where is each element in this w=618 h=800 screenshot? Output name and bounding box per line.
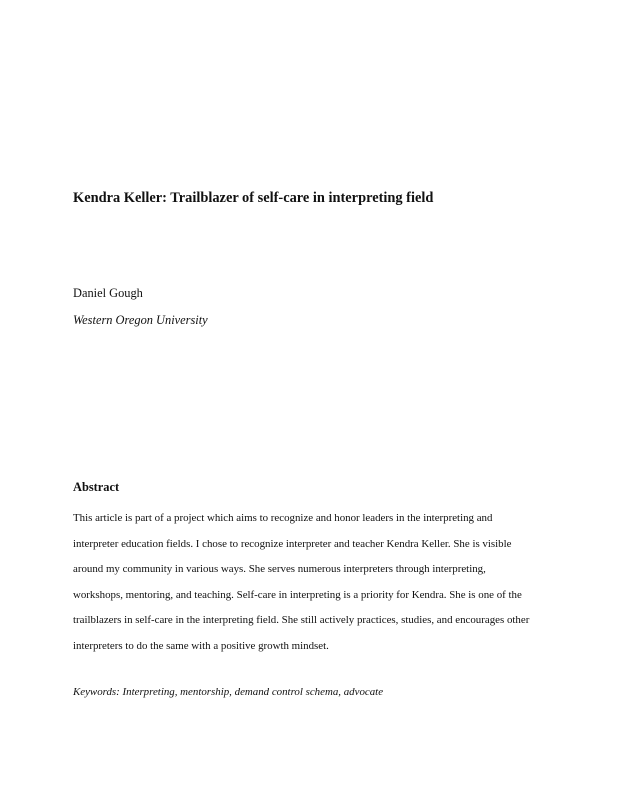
- author-name: Daniel Gough: [73, 286, 143, 300]
- paper-title: Kendra Keller: Trailblazer of self-care in interpreting field: [73, 190, 434, 206]
- abstract-line: interpreter education fields. I chose to recognize interpreter and teacher Kendra Keller. She is visible: [73, 537, 512, 550]
- abstract-line: around my community in various ways. She serves numerous interpreters through interpreting,: [73, 563, 486, 576]
- abstract-line: This article is part of a project which aims to recognize and honor leaders in the interpreting and: [73, 512, 493, 524]
- abstract-line: interpreters to do the same with a positive growth mindset.: [73, 639, 329, 652]
- abstract-body: [73, 506, 553, 660]
- abstract-line: workshops, mentoring, and teaching. Self-care in interpreting is a priority for Kendra. She is one of the: [73, 588, 522, 601]
- author-affiliation: Western Oregon University: [73, 313, 208, 327]
- abstract-heading: Abstract: [73, 480, 120, 494]
- abstract-line: trailblazers in self-care in the interpreting field. She still actively practices, studies, and encourages other: [73, 614, 530, 627]
- keywords: Keywords: Interpreting, mentorship, demand control schema, advocate: [73, 686, 384, 698]
